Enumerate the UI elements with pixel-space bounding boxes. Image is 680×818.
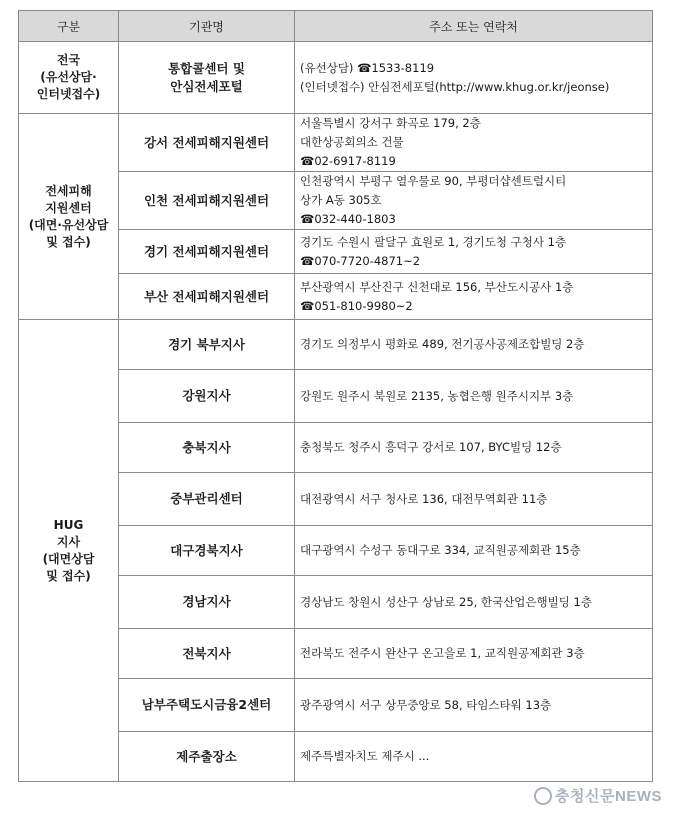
contact-line: 경기도 의정부시 평화로 489, 전기공사공제조합빌딩 2층 (300, 337, 585, 351)
contact-line: ☎02-6917-8119 (300, 154, 396, 168)
organization-cell (119, 526, 295, 576)
watermark-logo-icon (534, 787, 552, 805)
contact-cell (295, 732, 653, 782)
contact-line: ☎032-440-1803 (300, 212, 396, 226)
category-line: 인터넷접수) (36, 87, 101, 101)
contact-line: (인터넷접수) 안심전세포털(http://www.khug.or.kr/jeonse) (300, 79, 610, 94)
news-watermark (534, 785, 662, 806)
contact-cell (295, 526, 653, 576)
organization-name: 남부주택도시금융2센터 (141, 697, 272, 712)
organization-cell (119, 230, 295, 274)
category-line: (대면상담 (42, 551, 95, 566)
category-line: (대면·유선상담 (28, 217, 109, 232)
header-contact: 주소 또는 연락처 (295, 11, 653, 42)
contact-line: 경상남도 창원시 성산구 상남로 25, 한국산업은행빌딩 1층 (300, 594, 592, 609)
category-cell (19, 320, 119, 782)
header-organization: 기관명 (119, 11, 295, 42)
header-row (19, 11, 653, 42)
contact-cell (295, 274, 653, 320)
organization-name: 충북지사 (182, 439, 231, 455)
organization-name: 중부관리센터 (170, 491, 243, 506)
header-category: 구분 (19, 11, 119, 42)
table-body (19, 42, 653, 782)
organization-cell (119, 629, 295, 679)
organization-name: 경남지사 (182, 594, 231, 609)
contact-line: 경기도 수원시 팔달구 효원로 1, 경기도청 구청사 1층 (300, 234, 567, 249)
contact-cell (295, 423, 653, 473)
contact-cell (295, 370, 653, 423)
contacts-table (18, 10, 653, 782)
organization-name: 대구경북지사 (170, 542, 243, 558)
contact-cell (295, 576, 653, 629)
contact-line: 대전광역시 서구 청사로 136, 대전무역회관 11층 (300, 491, 548, 506)
category-cell (19, 114, 119, 320)
contact-line: 상가 A동 305호 (300, 193, 382, 207)
table-row (19, 320, 653, 370)
category-line: 및 접수) (46, 234, 91, 249)
organization-cell (119, 320, 295, 370)
organization-cell (119, 370, 295, 423)
organization-name: 강원지사 (182, 388, 231, 403)
contact-line: 강원도 원주시 북원로 2135, 농협은행 원주시지부 3층 (300, 388, 574, 403)
organization-cell (119, 732, 295, 782)
contact-line: 서울특별시 강서구 화곡로 179, 2층 (300, 116, 481, 130)
contact-cell (295, 230, 653, 274)
contact-line: (유선상담) ☎1533-8119 (300, 60, 435, 75)
watermark-text: 충청신문NEWS (555, 788, 662, 805)
organization-cell (119, 172, 295, 230)
organization-cell (119, 114, 295, 172)
contact-line: 대한상공회의소 건물 (300, 135, 404, 149)
organization-name: 전북지사 (182, 645, 231, 661)
organization-cell (119, 274, 295, 320)
category-line: 지원센터 (45, 200, 92, 215)
contact-line: 전라북도 전주시 완산구 온고을로 1, 교직원공제회관 3층 (300, 646, 585, 660)
contact-line: 인천광역시 부평구 열우물로 90, 부평더샵센트럴시티 (300, 174, 567, 188)
category-line: 전국 (56, 53, 81, 67)
category-line: 전세피해 (45, 183, 92, 198)
contact-line: ☎070-7720-4871~2 (300, 253, 421, 268)
organization-cell (119, 423, 295, 473)
organization-cell (119, 679, 295, 732)
organization-cell (119, 473, 295, 526)
category-line: HUG (53, 517, 84, 532)
table-row (19, 42, 653, 114)
contact-cell (295, 42, 653, 114)
contact-cell (295, 320, 653, 370)
organization-name: 경기 전세피해지원센터 (143, 243, 270, 259)
organization-name: 부산 전세피해지원센터 (143, 288, 270, 304)
category-line: 지사 (56, 534, 81, 549)
contact-cell (295, 114, 653, 172)
organization-name: 제주출장소 (176, 748, 237, 764)
contact-cell (295, 473, 653, 526)
contact-cell (295, 679, 653, 732)
table-row (19, 114, 653, 172)
contact-line: 제주특별자치도 제주시 ... (300, 749, 430, 763)
contact-line: 부산광역시 부산진구 신천대로 156, 부산도시공사 1층 (300, 279, 574, 294)
contact-line: 충청북도 청주시 흥덕구 강서로 107, BYC빌딩 12층 (300, 440, 562, 454)
organization-cell (119, 576, 295, 629)
organization-name: 안심전세포털 (170, 78, 243, 94)
contact-line: 대구광역시 수성구 동대구로 334, 교직원공제회관 15층 (300, 543, 581, 557)
organization-cell (119, 42, 295, 114)
organization-name: 통합콜센터 및 (168, 60, 245, 76)
contact-cell (295, 172, 653, 230)
category-line: (유선상담· (40, 70, 97, 84)
organization-name: 경기 북부지사 (168, 336, 245, 352)
contact-line: 광주광역시 서구 상무중앙로 58, 타임스타워 13층 (300, 697, 552, 712)
category-cell (19, 42, 119, 114)
organization-name: 강서 전세피해지원센터 (143, 134, 270, 150)
category-line: 및 접수) (46, 568, 91, 583)
contact-cell (295, 629, 653, 679)
organization-name: 인천 전세피해지원센터 (143, 192, 270, 208)
contact-line: ☎051-810-9980~2 (300, 298, 413, 313)
